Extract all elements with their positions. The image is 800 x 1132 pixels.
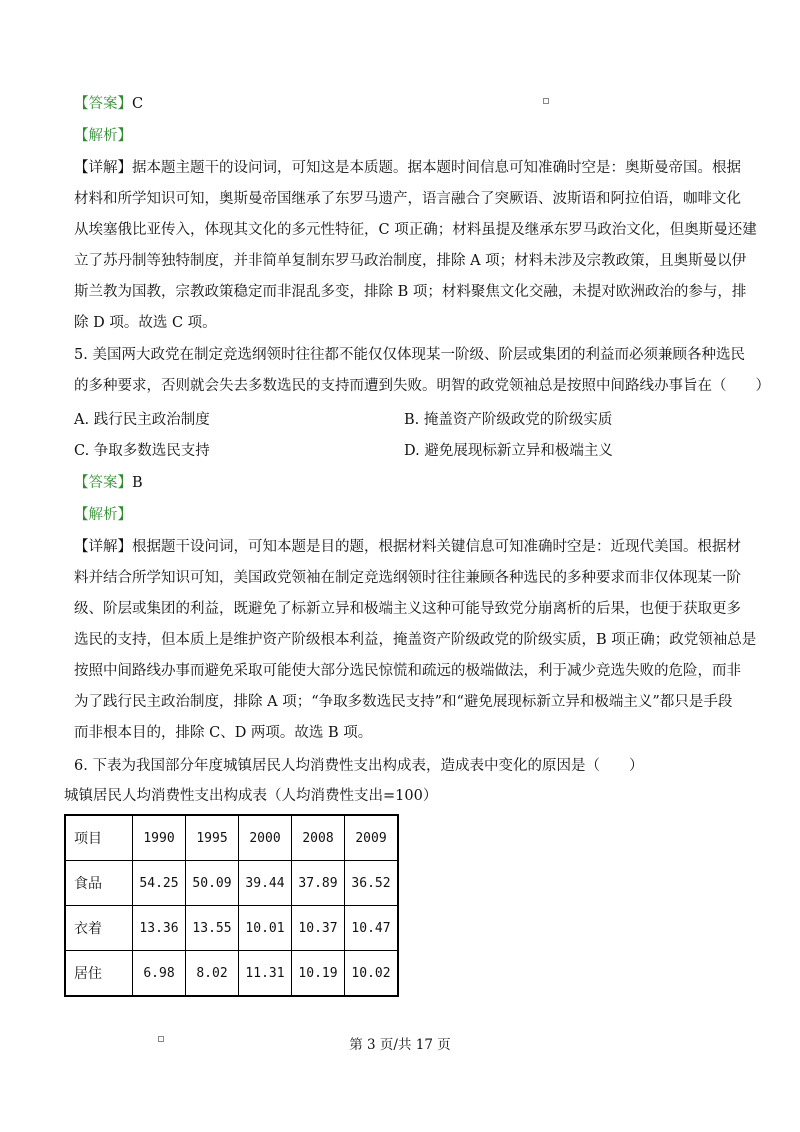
table-header-cell: 1995 [186, 815, 239, 861]
analysis-tag: 【解析】 [74, 128, 132, 144]
table-cell: 39.44 [239, 861, 292, 906]
table-cell: 37.89 [292, 861, 345, 906]
table-cell: 10.19 [292, 951, 345, 997]
table-cell: 36.52 [345, 861, 399, 906]
table-cell: 10.37 [292, 906, 345, 951]
detail-text: 按照中间路线办事而避免采取可能使大部分选民惊慌和疏远的极端做法，利于减少竞选失败的危险，而非 [74, 663, 741, 679]
table-cell: 8.02 [186, 951, 239, 997]
page-footer [0, 1033, 800, 1053]
table-header-cell: 1990 [133, 815, 186, 861]
detail-text: 根据题干设问词，可知本题是目的题，根据材料关键信息可知准确时空是：近现代美国。根据材 [132, 539, 741, 555]
q4-analysis-line [74, 126, 734, 146]
caption-text: 城镇居民人均消费性支出构成表（人均消费性支出=100） [64, 788, 438, 804]
q4-detail-line [74, 282, 747, 302]
q5-question-line [74, 345, 745, 365]
detail-text: 而非根本目的，排除 C、D 两项。故选 B 项。 [74, 725, 373, 741]
option-b: B. 掩盖资产阶级政党的阶级实质 [404, 412, 613, 428]
table-row [65, 861, 398, 906]
table-cell: 50.09 [186, 861, 239, 906]
table-cell: 11.31 [239, 951, 292, 997]
table-header-cell: 项目 [65, 815, 133, 861]
table-cell: 衣着 [65, 906, 133, 951]
detail-text: 除 D 项。故选 C 项。 [74, 315, 217, 331]
table-row [65, 951, 398, 997]
consumption-table [64, 814, 399, 997]
detail-tag: 【详解】 [74, 539, 132, 555]
table-header-cell: 2008 [292, 815, 345, 861]
q5-detail-line [74, 568, 741, 588]
detail-text: 为了践行民主政治制度，排除 A 项；“争取多数选民支持”和“避免展现标新立异和极端主义”都只是手段 [74, 694, 733, 710]
detail-text: 据本题主题干的设问词，可知这是本质题。据本题时间信息可知准确时空是：奥斯曼帝国。根据 [132, 160, 741, 176]
question-text: 6. 下表为我国部分年度城镇居民人均消费性支出构成表，造成表中变化的原因是（ ） [74, 758, 644, 774]
q5-detail-line [74, 723, 734, 743]
q4-detail-line [74, 220, 757, 240]
q5-detail-line [74, 537, 741, 557]
detail-text: 斯兰教为国教，宗教政策稳定而非混乱多变，排除 B 项；材料聚焦文化交融，未提对欧洲政治的参与，排 [74, 284, 747, 300]
q5-answer-line [74, 473, 734, 493]
table-cell: 54.25 [133, 861, 186, 906]
option-a: A. 践行民主政治制度 [74, 412, 210, 428]
detail-text: 材料和所学知识可知，奥斯曼帝国继承了东罗马遗产，语言融合了突厥语、波斯语和阿拉伯语，咖啡文化 [74, 191, 741, 207]
q5-question-line [74, 376, 770, 396]
q4-detail-line [74, 189, 741, 209]
table-cell: 食品 [65, 861, 133, 906]
table-cell: 10.47 [345, 906, 399, 951]
table-header-cell: 2009 [345, 815, 399, 861]
page-number: 第 3 页/共 17 页 [349, 1037, 451, 1053]
table-row [65, 906, 398, 951]
q5-detail-line [74, 630, 757, 650]
detail-text: 从埃塞俄比亚传入，体现其文化的多元性特征，C 项正确；材料虽提及继承东罗马政治文化，但奥斯曼还建 [74, 222, 757, 238]
question-text: 5. 美国两大政党在制定竞选纲领时往往都不能仅仅体现某一阶级、阶层或集团的利益而必须兼顾各种选民 [74, 347, 745, 363]
option-c: C. 争取多数选民支持 [74, 443, 210, 459]
q4-answer-line [74, 94, 734, 114]
table-cell: 10.02 [345, 951, 399, 997]
table-cell: 13.55 [186, 906, 239, 951]
detail-text: 料并结合所学知识可知，美国政党领袖在制定竞选纲领时往往兼顾各种选民的多种要求而非仅体现某一阶 [74, 570, 741, 586]
detail-tag: 【详解】 [74, 160, 132, 176]
q5-detail-line [74, 661, 741, 681]
table-header-cell: 2000 [239, 815, 292, 861]
table-cell: 6.98 [133, 951, 186, 997]
table-caption [64, 786, 724, 806]
table-cell: 居住 [65, 951, 133, 997]
q5-detail-line [74, 692, 734, 712]
detail-text: 选民的支持，但本质上是维护资产阶级根本利益，掩盖资产阶级政党的阶级实质，B 项正确；政党领袖总是 [74, 632, 757, 648]
analysis-tag: 【解析】 [74, 507, 132, 523]
q5-detail-line [74, 599, 741, 619]
detail-text: 级、阶层或集团的利益，既避免了标新立异和极端主义这种可能导致党分崩离析的后果，也便于获取更多 [74, 601, 741, 617]
q4-detail-line [74, 313, 734, 333]
answer-value: B [132, 475, 143, 491]
q4-detail-line [74, 251, 747, 271]
answer-tag: 【答案】 [74, 96, 132, 112]
answer-tag: 【答案】 [74, 475, 132, 491]
table-header-row [65, 815, 398, 861]
detail-text: 立了苏丹制等独特制度，并非简单复制东罗马政治制度，排除 A 项；材料未涉及宗教政策，且奥斯曼以伊 [74, 253, 747, 269]
table-cell: 10.01 [239, 906, 292, 951]
q6-question-line [74, 756, 734, 776]
option-d: D. 避免展现标新立异和极端主义 [404, 443, 613, 459]
q4-detail-line [74, 158, 741, 178]
question-text: 的多种要求，否则就会失去多数选民的支持而遭到失败。明智的政党领袖总是按照中间路线办事旨在（ ） [74, 378, 770, 394]
table-cell: 13.36 [133, 906, 186, 951]
q5-analysis-line [74, 505, 734, 525]
answer-value: C [132, 96, 144, 112]
